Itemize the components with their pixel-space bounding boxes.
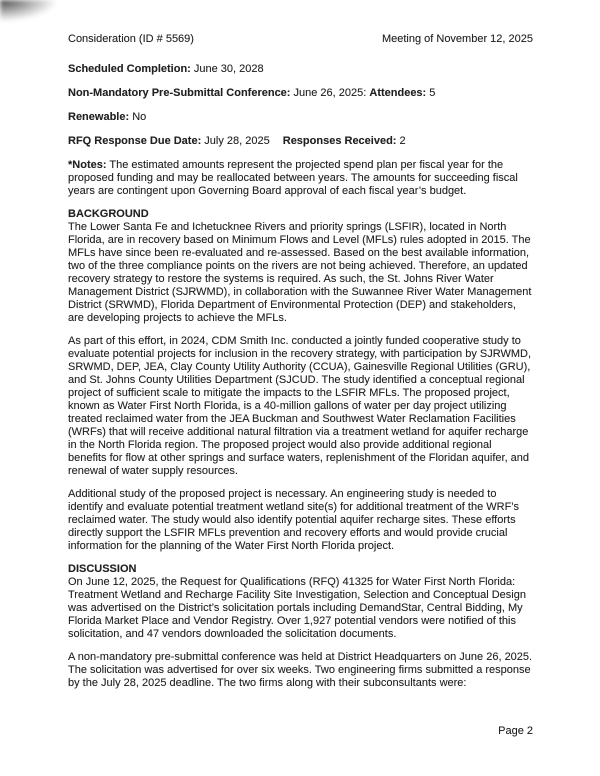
field-label: Non-Mandatory Pre-Submittal Conference: — [68, 87, 291, 99]
field-value: June 26, 2025: — [290, 87, 370, 99]
field-label: RFQ Response Due Date: — [68, 135, 202, 147]
field-value-attendees: 5 — [426, 87, 436, 99]
field-value-responses: 2 — [396, 135, 406, 147]
notes-text: The estimated amounts represent the projected spend plan per fiscal year for the proposed funding and may be reallocated between years. The amounts for succeeding fiscal years are contingent upon Governing Board approval of each fiscal year’s budget. — [68, 159, 518, 197]
page-number: Page 2 — [498, 725, 533, 737]
field-label: Renewable: — [68, 111, 130, 123]
field-value: June 30, 2028 — [190, 63, 264, 75]
section-heading-discussion: DISCUSSION — [68, 563, 137, 575]
document-header — [68, 33, 533, 46]
section-background — [68, 208, 533, 553]
field-pre-submittal-conference — [68, 87, 533, 100]
notes-paragraph — [68, 159, 533, 198]
meeting-date: Meeting of November 12, 2025 — [381, 33, 533, 45]
field-label-responses-received: Responses Received: — [282, 135, 397, 147]
paragraph: Additional study of the proposed project is necessary. An engineering study is needed to identify and evaluate potential treatment wetland site(s) for additional treatment of the WRF’s reclaimed water. The study would also identify potential aquifer recharge sites. These efforts directly support the LSFIR MFLs prevention and recovery efforts and would provide crucial information for the planning of the Water First North Florida project. — [68, 488, 520, 552]
field-rfq-due-date — [68, 135, 533, 148]
page-footer — [498, 725, 533, 738]
paragraph: A non-mandatory pre-submittal conference was held at District Headquarters on June 26, 2025. The solicitation was advertised for over six weeks. Two engineering firms submitted a response by the July 28, 2025 deadline. The two firms along with their subconsultants were: — [68, 651, 533, 689]
paragraph: The Lower Santa Fe and Ichetucknee Rivers and priority springs (LSFIR), located in North Florida, are in recovery based on Minimum Flows and Level (MFLs) rules adopted in 2015. The MFLs have since been re-evaluated and re-assessed. Based on the best available information, two of the three compliance points on the rivers are not being achieved. Therefore, an updated recovery strategy to restore the systems is required. As such, the St. Johns River Water Management District (SJRWMD), in collaboration with the Suwannee River Water Management District (SRWMD), Florida Department of Environmental Protection (DEP) and stakeholders, are developing projects to achieve the MFLs. — [68, 221, 532, 324]
field-value: July 28, 2025 — [201, 135, 270, 147]
scan-corner-smudge — [0, 0, 78, 30]
field-scheduled-completion — [68, 63, 533, 76]
section-discussion — [68, 563, 533, 690]
paragraph: As part of this effort, in 2024, CDM Smith Inc. conducted a jointly funded cooperative study to evaluate potential projects for inclusion in the recovery strategy, with participation by SJRWMD, SRWMD, DEP, JEA, Clay County Utility Authority (CCUA), Gainesville Regional Utilities (GRU), and St. Johns County Utilities Department (SJCUD. The study identified a conceptual regional project of sufficient scale to mitigate the impacts to the LSFIR MFLs. The proposed project, known as Water First North Florida, is a 40-million gallons of water per day project utilizing treated reclaimed water from the JEA Buckman and Southwest Water Reclamation Facilities (WRFs) that will receive additional natural filtration via a treatment wetland for aquifer recharge in the North Florida region. The proposed project would also provide additional regional benefits for flow at other springs and surface waters, replenishment of the Floridan aquifer, and renewal of water supply resources. — [68, 335, 532, 477]
consideration-id: Consideration (ID # 5569) — [68, 33, 194, 45]
notes-label: *Notes: — [68, 159, 107, 171]
section-heading-background: BACKGROUND — [68, 208, 149, 220]
field-value: No — [129, 111, 147, 123]
paragraph: On June 12, 2025, the Request for Qualifications (RFQ) 41325 for Water First North Florida: Treatment Wetland and Recharge Facility Site Investigation, Selection and Conceptual Design was advertised on the District’s solicitation portals including DemandStar, Central Bidding, My Florida Market Place and Vendor Registry. Over 1,927 potential vendors were notified of this solicitation, and 47 vendors downloaded the solicitation documents. — [68, 576, 526, 640]
field-label-attendees: Attendees: — [369, 87, 427, 99]
field-renewable — [68, 111, 533, 124]
field-label: Scheduled Completion: — [68, 63, 191, 75]
